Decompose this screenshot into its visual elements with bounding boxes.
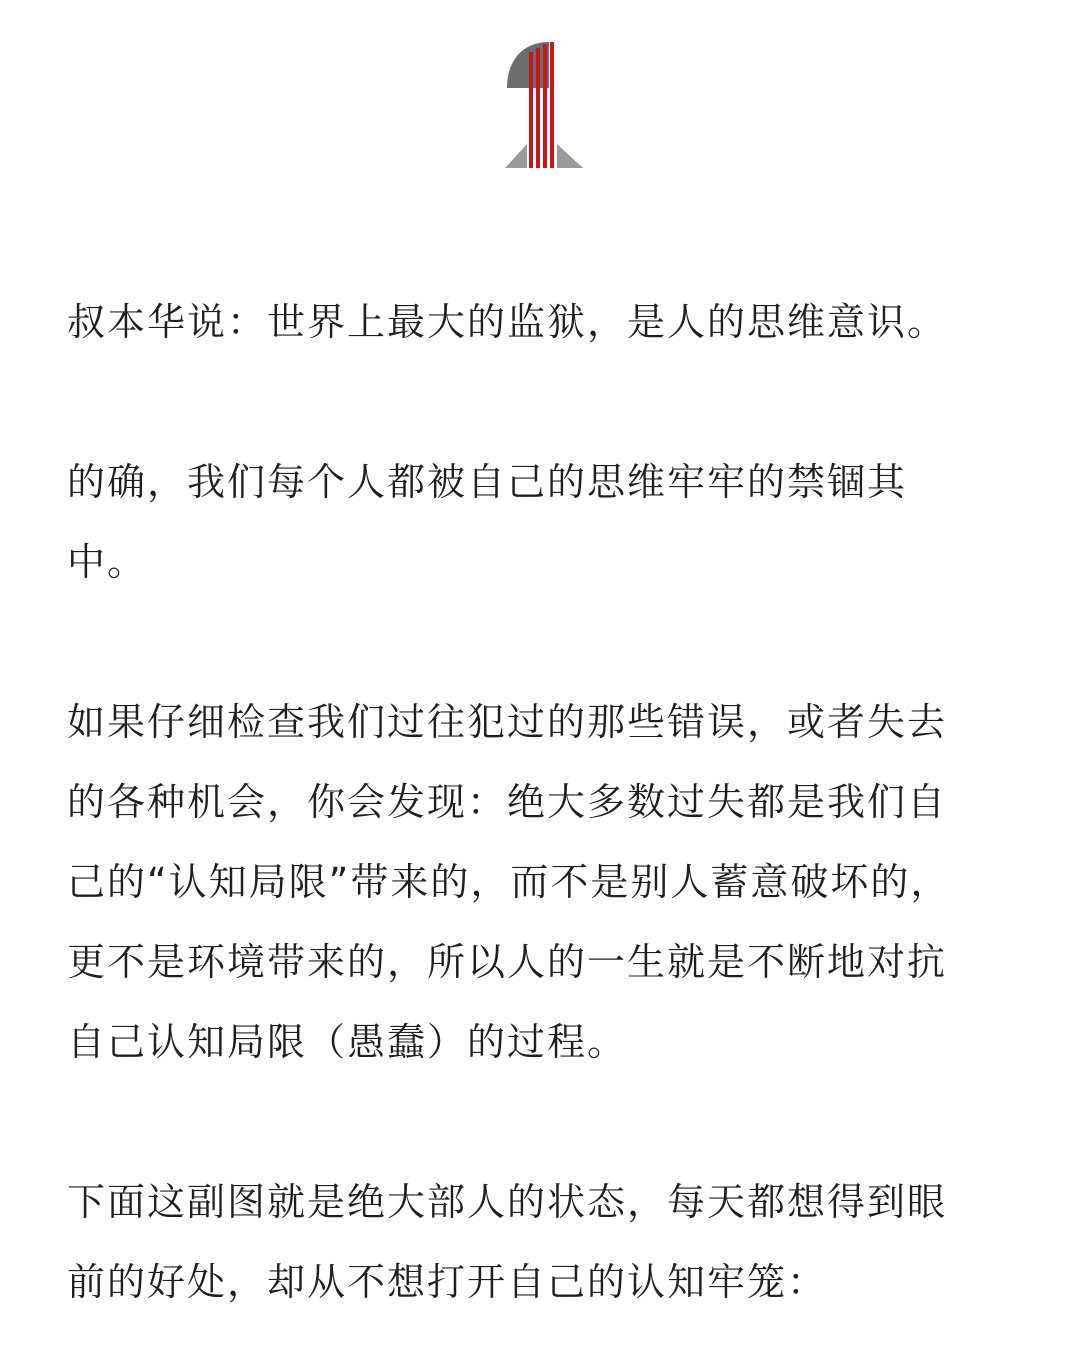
paragraph-line: 的确，我们每个人都被自己的思维牢牢的禁锢其 bbox=[67, 460, 908, 504]
paragraph-4 bbox=[67, 1162, 1017, 1322]
paragraph-line: 中。 bbox=[67, 540, 148, 584]
paragraph-line: 己的“认知局限”带来的，而不是别人蓄意破坏的， bbox=[67, 860, 951, 904]
paragraph-2 bbox=[67, 442, 1017, 602]
paragraph-line: 叔本华说：世界上最大的监狱，是人的思维意识。 bbox=[67, 300, 948, 344]
paragraph-line: 前的好处，却从不想打开自己的认知牢笼： bbox=[67, 1260, 828, 1304]
paragraph-1 bbox=[67, 282, 1017, 362]
paragraph-line: 的各种机会，你会发现：绝大多数过失都是我们自 bbox=[67, 780, 948, 824]
paragraph-line: 下面这副图就是绝大部人的状态，每天都想得到眼 bbox=[67, 1180, 948, 1224]
paragraph-line: 自己认知局限（愚蠢）的过程。 bbox=[67, 1020, 628, 1064]
paragraph-line: 更不是环境带来的，所以人的一生就是不断地对抗 bbox=[67, 940, 948, 984]
article-body bbox=[67, 282, 1017, 1322]
paragraph-3 bbox=[67, 682, 1017, 1082]
paragraph-line: 如果仔细检查我们过往犯过的那些错误，或者失去 bbox=[67, 700, 948, 744]
numeral-one-logo-icon bbox=[505, 40, 583, 170]
